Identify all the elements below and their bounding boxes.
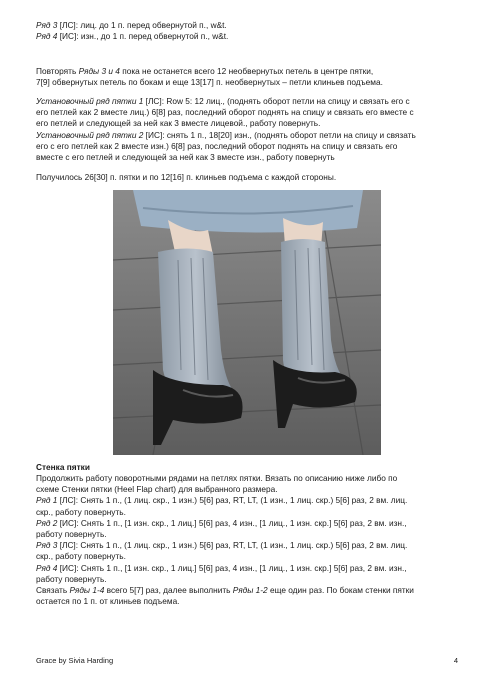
text-line: Связать Ряды 1-4 всего 5[7] раз, далее выполнить Ряды 1-2 еще один раз. По бокам стенки пятки: [36, 585, 414, 596]
text-line: Ряд 2 [ИС]: Снять 1 п., [1 изн. скр., 1 лиц.] 5[6] раз, 4 изн., [1 лиц., 1 изн. скр.] 5[6] раз, 2 вм. изн.,: [36, 517, 407, 528]
sock-photo: [113, 190, 381, 455]
text-line: скр., работу повернуть.: [36, 506, 126, 517]
text-line: его петлей и следующей за ней как 3 вместе лицевой., работу повернуть.: [36, 118, 321, 129]
text-line: Ряд 3 [ЛС]: Снять 1 п., (1 лиц. скр., 1 изн.) 5[6] раз, RT, LT, (1 изн., 1 лиц. скр.) 5[6] раз, 2 вм. лиц.: [36, 540, 408, 551]
text-line: Установочный ряд пятки 2 [ИС]: снять 1 п., 18[20] изн., (поднять оборот петли на спицу и связать: [36, 129, 416, 140]
text-line: скр., работу повернуть.: [36, 551, 126, 562]
text-line: Ряд 4 [ИС]: Снять 1 п., [1 изн. скр., 1 лиц.] 5[6] раз, 4 изн., [1 лиц., 1 изн. скр.] 5[6] раз, 2 вм. изн.,: [36, 562, 407, 573]
page-number: 4: [453, 656, 458, 665]
text-line: Установочный ряд пятки 1 [ЛС]: Row 5: 12 лиц., (поднять оборот петли на спицу и связать его с: [36, 96, 410, 106]
text-line: вместе с его петлей и следующей за ней как 3 вместе изн., работу повернуть: [36, 152, 335, 163]
text-line: остается по 1 п. от клиньев подъема.: [36, 596, 180, 607]
section-heading: Стенка пятки: [36, 462, 90, 472]
paragraph-rows-3-4: [36, 20, 460, 42]
paragraph-result: [36, 172, 460, 183]
text-line: работу повернуть.: [36, 573, 107, 584]
text-line: Продолжить работу поворотными рядами на петлях пятки. Вязать по описанию ниже либо по: [36, 473, 398, 483]
text-line: его петлей как 2 вместе лиц.) 6[8] раз, последний оборот поднять на спицу и связать его вместе с: [36, 107, 414, 118]
text-line: 7[9] обвернутых петель по бокам и еще 13[17] п. необвернутых – петли клиньев подъема.: [36, 77, 383, 88]
text-line: Ряд 3 [ЛС]: лиц. до 1 п. перед обвернутой п., w&t.: [36, 20, 227, 30]
paragraph-setup-rows: [36, 96, 460, 163]
photo-illustration: [113, 190, 381, 455]
text-line: работу повернуть.: [36, 529, 107, 540]
text-line: схеме Стенки пятки (Heel Flap chart) для выбранного размера.: [36, 484, 278, 495]
text-line: Получилось 26[30] п. пятки и по 12[16] п. клиньев подъема с каждой стороны.: [36, 172, 337, 182]
text-line: Ряд 4 [ИС]: изн., до 1 п. перед обвернутой п., w&t.: [36, 31, 229, 42]
text-line: Ряд 1 [ЛС]: Снять 1 п., (1 лиц. скр., 1 изн.) 5[6] раз, RT, LT, (1 изн., 1 лиц. скр.) 5[6] раз, 2 вм. лиц.: [36, 495, 408, 506]
paragraph-heel-flap: [36, 473, 460, 607]
text-line: Повторять Ряды 3 и 4 пока не останется всего 12 необвернутых петель в центре пятки,: [36, 66, 374, 76]
paragraph-repeat: [36, 66, 460, 88]
text-line: его с его петлей как 2 вместе изн.) 6[8] раз, последний оборот поднять на спицу и связать его: [36, 140, 398, 151]
footer-credit: Grace by Sivia Harding: [36, 656, 114, 665]
